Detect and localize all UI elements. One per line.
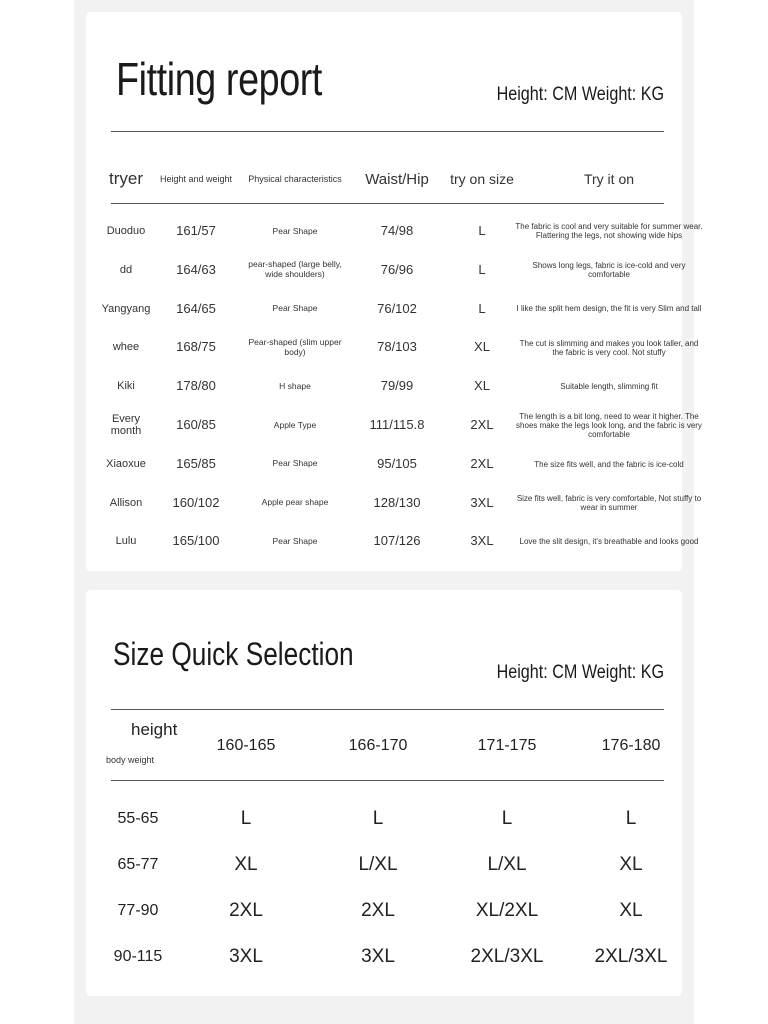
size-value: 2XL [470, 416, 494, 432]
waist-hip-value: 76/102 [377, 300, 417, 316]
fitting-report-header-row [111, 154, 664, 204]
tryer-name: Yangyang [101, 302, 151, 315]
comment-value: The size fits well, and the fabric is ice-cold [534, 459, 684, 469]
size-cell: XL [619, 900, 643, 921]
table-row [111, 522, 699, 561]
table-row [111, 367, 664, 406]
col-header-try-it-on: Try it on [583, 171, 635, 187]
physical-value: Pear Shape [272, 225, 318, 236]
table-row [106, 445, 684, 484]
size-value: L [478, 261, 486, 277]
size-quick-selection-title: Size Quick Selection [113, 636, 354, 672]
weight-range: 77-90 [117, 902, 159, 919]
size-cell: 3XL [229, 946, 263, 967]
size-cell: 2XL [229, 900, 263, 921]
height-weight-value: 178/80 [176, 378, 216, 394]
height-weight-value: 164/63 [176, 261, 216, 277]
comment-value: Size fits well, fabric is very comfortable, Not stuffy to wear in summer [516, 493, 702, 512]
weight-range: 65-77 [117, 856, 159, 873]
size-quick-selection-card [86, 590, 682, 996]
col-header-waist-hip: Waist/Hip [365, 170, 429, 188]
height-weight-value: 161/57 [176, 222, 216, 238]
size-cell: XL/2XL [475, 900, 539, 921]
height-weight-value: 165/85 [176, 455, 216, 471]
waist-hip-value: 128/130 [373, 494, 421, 510]
waist-hip-value: 76/96 [380, 261, 414, 277]
table-row [86, 842, 682, 888]
size-cell: L/XL [487, 854, 527, 875]
size-cell: XL [234, 854, 258, 875]
height-weight-value: 160/85 [176, 416, 216, 432]
header-bottom-divider [111, 780, 664, 781]
size-cell: XL [619, 854, 643, 875]
tryer-name: Allison [109, 496, 143, 509]
comment-value: I like the split hem design, the fit is very Slim and tall [516, 304, 702, 314]
physical-value: Apple pear shape [261, 497, 329, 508]
waist-hip-value: 79/99 [380, 378, 414, 394]
size-cell: 2XL/3XL [470, 946, 544, 967]
comment-value: The fabric is cool and very suitable for summer wear. Flattering the legs, not showing wide hips [515, 222, 703, 241]
size-value: 3XL [470, 494, 494, 510]
comment-value: Suitable length, slimming fit [560, 381, 658, 391]
col-header-size: try on size [450, 171, 514, 187]
table-row [106, 212, 703, 251]
header-top-divider [111, 131, 664, 132]
waist-hip-value: 78/103 [377, 339, 417, 355]
waist-hip-value: 111/115.8 [369, 416, 425, 432]
table-row [86, 934, 682, 980]
weight-range: 90-115 [113, 948, 163, 965]
physical-value: Pear Shape [272, 535, 318, 546]
size-cell: 3XL [361, 946, 395, 967]
col-header-height-weight: Height and weight [159, 174, 233, 184]
physical-value: Pear Shape [272, 303, 318, 314]
size-value: 3XL [470, 533, 494, 549]
size-cell: 2XL/3XL [594, 946, 668, 967]
tryer-name: Xiaoxue [106, 457, 146, 470]
fitting-report-rows [101, 212, 703, 561]
table-row [111, 251, 686, 290]
table-row [86, 796, 682, 842]
table-row [111, 328, 699, 367]
size-value: XL [474, 378, 490, 394]
waist-hip-value: 95/105 [377, 455, 417, 471]
size-cell: L [240, 808, 252, 829]
size-cell: L [372, 808, 384, 829]
fitting-report-title: Fitting report [116, 53, 322, 105]
height-axis-label: height [131, 720, 178, 739]
size-value: L [478, 222, 486, 238]
size-value: 2XL [470, 455, 494, 471]
physical-value: pear-shaped (large belly, wide shoulders) [248, 259, 342, 280]
size-quick-unit-note: Height: CM Weight: KG [496, 662, 664, 683]
header-top-divider [111, 709, 664, 710]
fitting-report-unit-note: Height: CM Weight: KG [496, 84, 664, 105]
size-value: XL [474, 339, 490, 355]
tryer-name: Kiki [117, 380, 135, 393]
tryer-name: Duoduo [106, 225, 146, 238]
waist-hip-value: 107/126 [373, 533, 421, 549]
comment-value: The length is a bit long, need to wear it higher. The shoes make the legs look long, and the fabric is very comfortable [516, 411, 702, 439]
height-range-header: 166-170 [348, 737, 408, 754]
weight-range: 55-65 [117, 810, 159, 827]
height-range-header: 171-175 [477, 737, 537, 754]
height-range-header: 176-180 [601, 737, 661, 754]
tryer-name: dd [119, 263, 133, 276]
height-weight-value: 164/65 [176, 300, 216, 316]
size-cell: L [501, 808, 513, 829]
table-row [109, 484, 702, 523]
fitting-report-card [86, 12, 703, 571]
height-weight-value: 165/100 [172, 533, 220, 549]
table-row [101, 290, 702, 329]
col-header-physical: Physical characteristics [248, 174, 342, 184]
tryer-name: Lulu [115, 535, 137, 548]
physical-value: H shape [279, 380, 311, 391]
comment-value: The cut is slimming and makes you look taller, and the fabric is very cool. Not stuffy [519, 338, 699, 357]
physical-value: Pear-shaped (slim upper body) [248, 337, 342, 357]
col-header-tryer: tryer [109, 169, 143, 188]
size-cell: L [625, 808, 637, 829]
height-range-header: 160-165 [216, 737, 276, 754]
physical-value: Pear Shape [272, 458, 318, 469]
size-value: L [478, 300, 486, 316]
height-weight-value: 160/102 [172, 494, 220, 510]
comment-value: Shows long legs, fabric is ice-cold and very comfortable [532, 261, 686, 280]
size-cell: L/XL [358, 854, 398, 875]
height-weight-value: 168/75 [176, 339, 216, 355]
comment-value: Love the slit design, it's breathable and looks good [519, 537, 699, 547]
tryer-name: Every month [110, 412, 142, 438]
waist-hip-value: 74/98 [380, 222, 414, 238]
tryer-name: whee [112, 341, 140, 354]
table-row [86, 888, 682, 934]
table-row [110, 406, 702, 445]
header-bottom-divider [111, 203, 664, 204]
size-cell: 2XL [361, 900, 395, 921]
weight-axis-label: body weight [106, 755, 155, 765]
physical-value: Apple Type [273, 419, 317, 430]
